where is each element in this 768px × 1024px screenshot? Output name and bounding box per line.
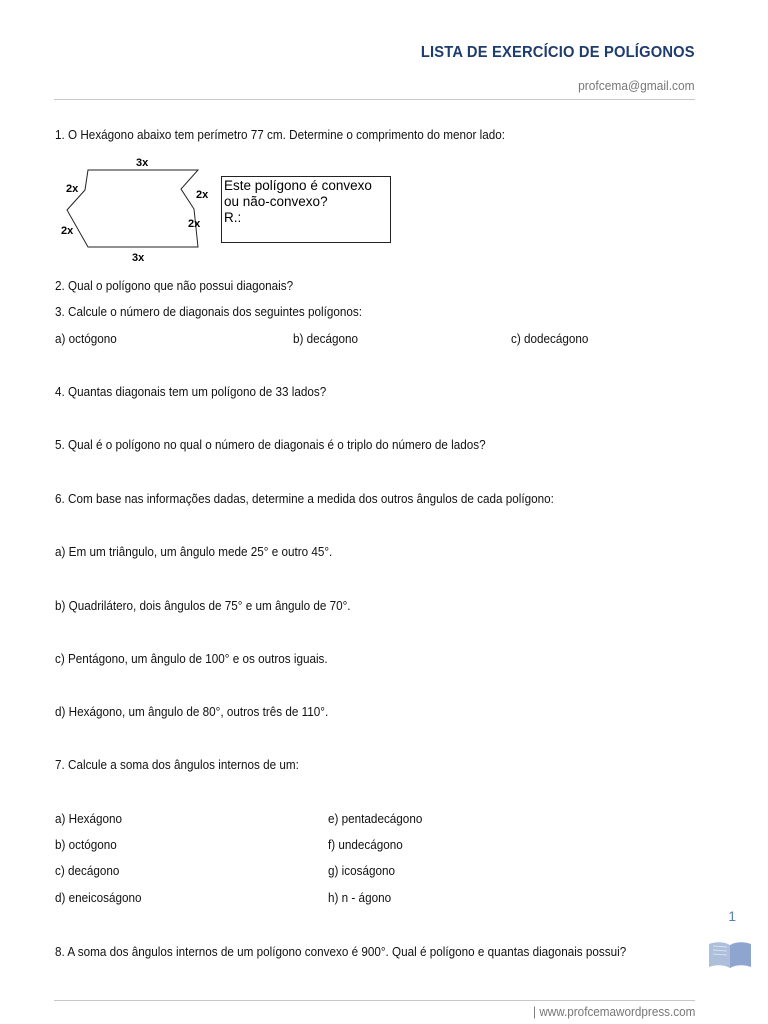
q7-item-e: e) pentadecágono: [328, 811, 423, 826]
question-7: 7. Calcule a soma dos ângulos internos de um:: [55, 757, 299, 772]
box-line-3: R.:: [224, 210, 242, 225]
question-6: 6. Com base nas informações dadas, determine a medida dos outros ângulos de cada polígono:: [55, 491, 554, 506]
q6-item-b: b) Quadrilátero, dois ângulos de 75° e um ângulo de 70°.: [55, 598, 351, 613]
q7-item-d: d) eneicoságono: [55, 890, 142, 905]
footer-url: | www.profcemawordpress.com: [532, 1004, 695, 1019]
label-upper-left: 2x: [66, 183, 79, 195]
q6-item-c: c) Pentágono, um ângulo de 100° e os outros iguais.: [55, 651, 328, 666]
box-line-1: Este polígono é convexo: [224, 178, 372, 193]
label-lower-right: 2x: [188, 218, 201, 230]
q7-item-f: f) undecágono: [328, 837, 403, 852]
q7-item-c: c) decágono: [55, 863, 120, 878]
label-bottom: 3x: [132, 252, 145, 264]
answer-box: [221, 176, 391, 243]
q7-item-h: h) n - ágono: [328, 890, 392, 905]
question-8: 8. A soma dos ângulos internos de um polígono convexo é 900°. Qual é polígono e quantas diagonais possui?: [55, 944, 627, 959]
q6-item-d: d) Hexágono, um ângulo de 80°, outros três de 110°.: [55, 704, 329, 719]
footer-divider: [54, 1000, 695, 1001]
q7-item-a: a) Hexágono: [55, 811, 123, 826]
question-1: 1. O Hexágono abaixo tem perímetro 77 cm. Determine o comprimento do menor lado:: [55, 127, 506, 142]
question-3: 3. Calcule o número de diagonais dos seguintes polígonos:: [55, 304, 363, 319]
book-icon: [707, 938, 753, 970]
question-4: 4. Quantas diagonais tem um polígono de 33 lados?: [55, 384, 327, 399]
q3-item-a: a) octógono: [55, 331, 117, 346]
q3-item-c: c) dodecágono: [511, 331, 589, 346]
q3-item-b: b) decágono: [293, 331, 359, 346]
box-line-2: ou não-convexo?: [224, 194, 328, 209]
q7-item-b: b) octógono: [55, 837, 117, 852]
label-lower-left: 2x: [61, 225, 74, 237]
author-email: profcema@gmail.com: [578, 78, 695, 93]
page-number: 1: [728, 908, 736, 924]
header-divider: [54, 99, 695, 100]
q7-item-g: g) icoságono: [328, 863, 396, 878]
document-title: LISTA DE EXERCÍCIO DE POLÍGONOS: [421, 44, 695, 61]
question-5: 5. Qual é o polígono no qual o número de diagonais é o triplo do número de lados?: [55, 437, 486, 452]
q6-item-a: a) Em um triângulo, um ângulo mede 25° e outro 45°.: [55, 544, 333, 559]
label-top: 3x: [136, 157, 149, 169]
label-upper-right: 2x: [196, 189, 209, 201]
hexagon-shape: [67, 170, 198, 247]
hexagon-figure: [58, 154, 218, 266]
question-2: 2. Qual o polígono que não possui diagonais?: [55, 278, 294, 293]
